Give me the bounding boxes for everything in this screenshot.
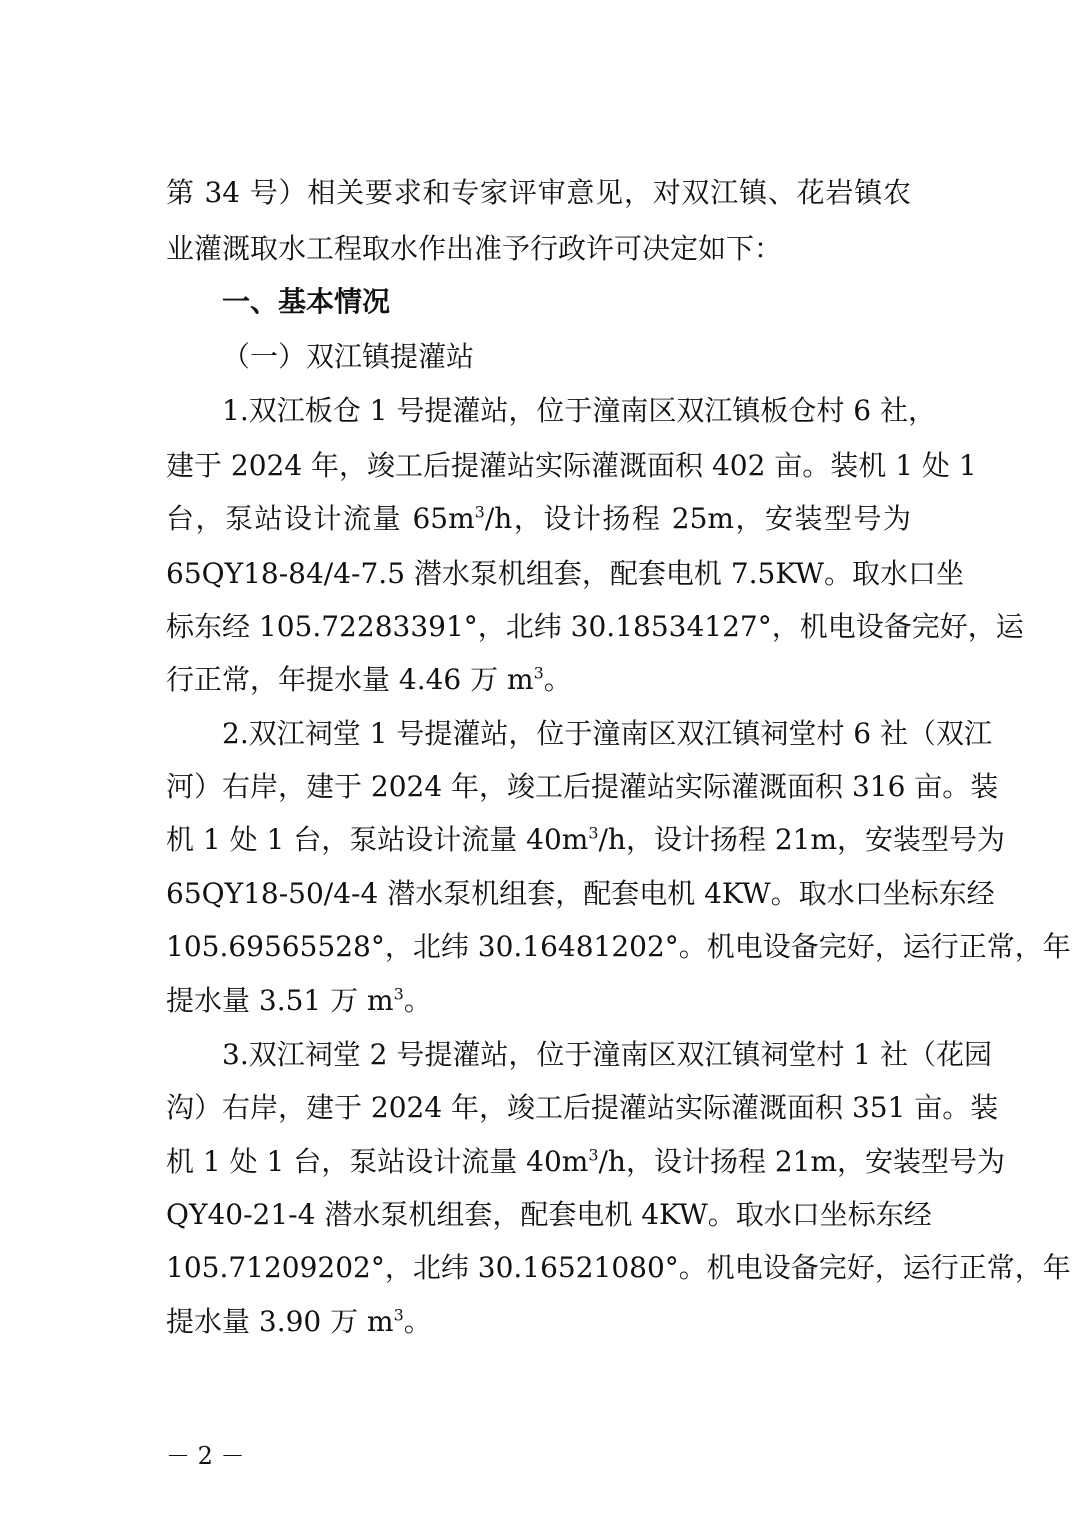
text-run: 。 — [543, 663, 572, 696]
paragraph-line: 河）右岸，建于 2024 年，竣工后提灌站实际灌溉面积 316 亩。装 — [166, 770, 999, 803]
superscript: 3 — [393, 984, 404, 1004]
text-run: 。 — [403, 984, 432, 1017]
paragraph-line: 105.69565528°，北纬 30.16481202°。机电设备完好，运行正常，年 — [166, 930, 1071, 963]
text-run: /h，设计扬程 21m，安装型号为 — [598, 1145, 1006, 1178]
paragraph-line — [166, 820, 1006, 860]
paragraph-line — [166, 981, 911, 1021]
text-run: 提水量 3.51 万 m — [166, 984, 394, 1017]
paragraph-line — [166, 1302, 911, 1342]
text-run: 提水量 3.90 万 m — [166, 1305, 394, 1338]
paragraph-line: 标东经 105.72283391°，北纬 30.18534127°，机电设备完好，运 — [166, 610, 1024, 643]
text-run: 。 — [403, 1305, 432, 1338]
paragraph-line: 第 34 号）相关要求和专家评审意见，对双江镇、花岩镇农 — [166, 176, 911, 209]
text-run: 机 1 处 1 台，泵站设计流量 40m — [166, 1145, 589, 1178]
text-run: 台，泵站设计流量 65m — [166, 502, 475, 535]
paragraph-line: 建于 2024 年，竣工后提灌站实际灌溉面积 402 亩。装机 1 处 1 — [166, 449, 977, 482]
subsection-heading: （一）双江镇提灌站 — [222, 340, 475, 373]
paragraph-line: 沟）右岸，建于 2024 年，竣工后提灌站实际灌溉面积 351 亩。装 — [166, 1091, 999, 1124]
paragraph-line: 65QY18-50/4-4 潜水泵机组套，配套电机 4KW。取水口坐标东经 — [166, 877, 995, 910]
paragraph-line — [166, 499, 911, 539]
superscript: 3 — [588, 1145, 599, 1165]
text-run: 行正常，年提水量 4.46 万 m — [166, 663, 534, 696]
section-heading: 一、基本情况 — [222, 285, 391, 318]
text-run: /h，设计扬程 21m，安装型号为 — [598, 823, 1006, 856]
paragraph-line: 1.双江板仓 1 号提灌站，位于潼南区双江镇板仓村 6 社， — [222, 394, 936, 427]
paragraph-line: 105.71209202°，北纬 30.16521080°。机电设备完好，运行正常，年 — [166, 1251, 1071, 1284]
paragraph-line: 3.双江祠堂 2 号提灌站，位于潼南区双江镇祠堂村 1 社（花园 — [222, 1038, 992, 1071]
paragraph-line — [166, 1142, 1006, 1182]
superscript: 3 — [533, 663, 544, 683]
superscript: 3 — [474, 502, 485, 522]
text-run: /h，设计扬程 25m，安装型号为 — [484, 502, 911, 535]
paragraph-line: 业灌溉取水工程取水作出准予行政许可决定如下： — [166, 232, 783, 265]
superscript: 3 — [393, 1305, 404, 1325]
text-run: 机 1 处 1 台，泵站设计流量 40m — [166, 823, 589, 856]
paragraph-line: 65QY18-84/4-7.5 潜水泵机组套，配套电机 7.5KW。取水口坐 — [166, 557, 965, 590]
page-number: － 2 － — [166, 1442, 245, 1470]
paragraph-line: QY40-21-4 潜水泵机组套，配套电机 4KW。取水口坐标东经 — [166, 1198, 932, 1231]
superscript: 3 — [588, 823, 599, 843]
paragraph-line — [166, 660, 911, 700]
paragraph-line: 2.双江祠堂 1 号提灌站，位于潼南区双江镇祠堂村 6 社（双江 — [222, 717, 992, 750]
